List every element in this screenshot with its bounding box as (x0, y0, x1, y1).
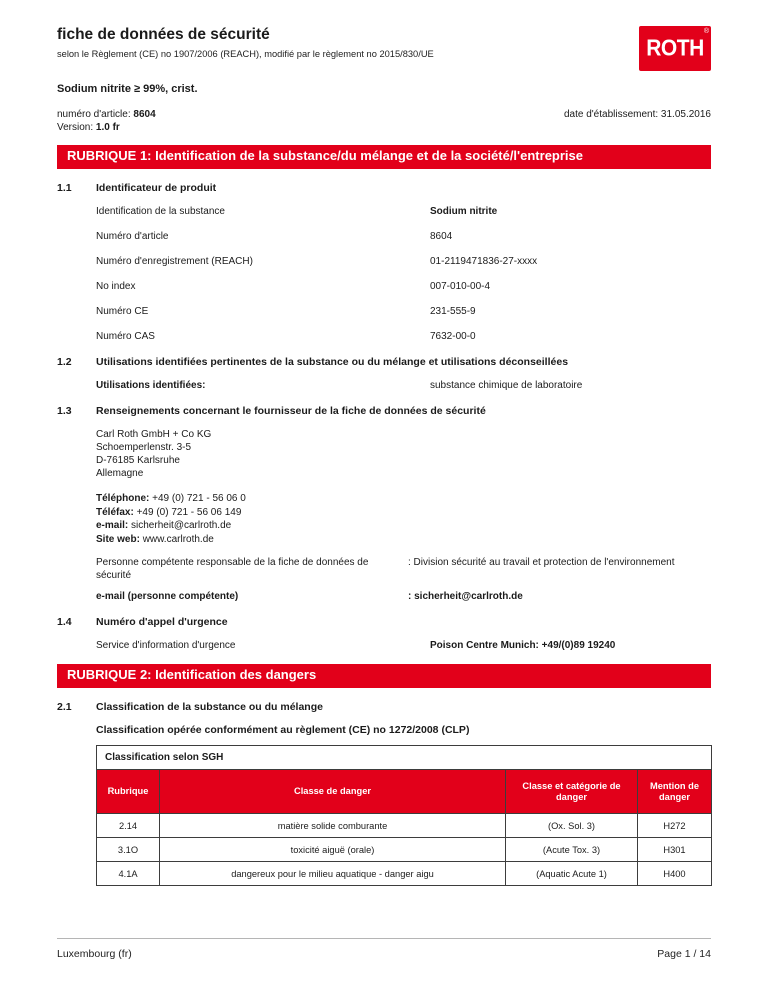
section-title: Utilisations identifiées pertinentes de la substance ou du mélange et utilisations déconseillées (96, 356, 569, 368)
table-header-mention: Mention de danger (638, 770, 712, 814)
classification-table (96, 745, 712, 886)
section-number: 1.4 (57, 616, 72, 628)
rubrique-1-banner (57, 145, 711, 169)
meta-row (57, 108, 711, 134)
table-header-row (97, 770, 712, 814)
field-row (96, 639, 711, 652)
section-1-1-body (96, 205, 711, 343)
rubrique-1-banner-text: RUBRIQUE 1: Identification de la substance/du mélange et de la société/l'entreprise (67, 148, 584, 163)
roth-logo (639, 26, 711, 71)
contact-value: sicherheit@carlroth.de (131, 520, 232, 531)
table-cell: H301 (638, 838, 712, 862)
table-cell: dangereux pour le milieu aquatique - danger aigu (160, 862, 506, 886)
table-cell: (Acute Tox. 3) (506, 838, 638, 862)
field-label: e-mail (personne compétente) (96, 591, 239, 602)
field-row (96, 590, 711, 603)
section-number: 1.3 (57, 405, 72, 417)
footer-page-number: Page 1 / 14 (657, 948, 711, 960)
meta-left (57, 108, 156, 134)
contact-label: Téléphone: (96, 493, 150, 504)
field-row (96, 230, 711, 243)
field-label: No index (96, 281, 136, 292)
field-value: 7632-00-0 (430, 331, 476, 342)
document-header (57, 26, 711, 71)
contact-label: Téléfax: (96, 506, 134, 518)
table-cell: (Ox. Sol. 3) (506, 814, 638, 838)
field-label: Numéro CE (96, 306, 149, 317)
table-cell: (Aquatic Acute 1) (506, 862, 638, 886)
section-title: Identificateur de produit (96, 182, 217, 194)
table-cell: 2.14 (97, 814, 160, 838)
contact-row (96, 492, 711, 506)
field-value: 8604 (430, 231, 453, 242)
table-row (97, 838, 712, 862)
field-value: 231-555-9 (430, 306, 476, 317)
contact-row (96, 506, 711, 520)
field-label: Utilisations identifiées: (96, 380, 206, 391)
registered-trademark-icon: ® (703, 28, 709, 35)
field-row (96, 330, 711, 343)
section-1-2-body (96, 379, 711, 392)
field-label: Numéro CAS (96, 331, 155, 342)
rubrique-2-banner (57, 664, 711, 688)
table-cell: 4.1A (97, 862, 160, 886)
classification-subtitle: Classification opérée conformément au règlement (CE) no 1272/2008 (CLP) (96, 724, 470, 736)
field-row (96, 280, 711, 293)
field-value: : sicherheit@carlroth.de (408, 591, 523, 602)
table-cell: 3.1O (97, 838, 160, 862)
address-line: D-76185 Karlsruhe (96, 455, 180, 466)
table-caption-row (97, 746, 712, 770)
section-1-3-body (96, 428, 711, 603)
section-title: Renseignements concernant le fournisseur de la fiche de données de sécurité (96, 405, 486, 417)
section-1-4-heading (57, 615, 711, 629)
section-title: Classification de la substance ou du mélange (96, 701, 323, 713)
contact-row (96, 519, 711, 533)
section-1-2-heading (57, 355, 711, 369)
table-header-classe-categorie: Classe et catégorie de danger (506, 770, 638, 814)
page-title: fiche de données de sécurité (57, 26, 270, 43)
address-line: Carl Roth GmbH + Co KG (96, 429, 212, 440)
field-value: 007-010-00-4 (430, 281, 491, 292)
contact-row (96, 533, 711, 547)
field-label: Service d'information d'urgence (96, 640, 236, 651)
table-row (97, 862, 712, 886)
field-label: Numéro d'enregistrement (REACH) (96, 256, 253, 267)
field-value: substance chimique de laboratoire (430, 380, 583, 391)
contact-value: www.carlroth.de (142, 533, 214, 545)
section-number: 1.2 (57, 356, 72, 368)
supplier-address (96, 428, 711, 480)
article-number-line (57, 108, 156, 121)
section-2-1-heading (57, 700, 711, 714)
field-row (96, 305, 711, 318)
table-cell: H272 (638, 814, 712, 838)
section-1-3-heading (57, 404, 711, 418)
address-line: Schoemperlenstr. 3-5 (96, 442, 192, 453)
address-line: Allemagne (96, 468, 144, 479)
field-value: : Division sécurité au travail et protection de l'environnement (408, 557, 675, 568)
section-1-4-body (96, 639, 711, 652)
version-label: Version: (57, 122, 94, 133)
contact-label: e-mail: (96, 520, 129, 531)
table-header-rubrique: Rubrique (97, 770, 160, 814)
issue-date: date d'établissement: 31.05.2016 (563, 109, 711, 120)
field-value: 01-2119471836-27-xxxx (430, 256, 538, 267)
roth-logo-text: ROTH (646, 35, 704, 61)
page-footer (57, 948, 711, 960)
article-number-label: numéro d'article: (57, 109, 131, 120)
footer-divider (57, 938, 711, 939)
rubrique-2-banner-text: RUBRIQUE 2: Identification des dangers (67, 667, 317, 682)
table-caption: Classification selon SGH (97, 746, 712, 770)
contact-value: +49 (0) 721 - 56 06 0 (152, 493, 246, 504)
field-row (96, 205, 711, 218)
field-value: Poison Centre Munich: +49/(0)89 19240 (430, 640, 616, 651)
version-line (57, 121, 156, 134)
table-row (97, 814, 712, 838)
footer-locale: Luxembourg (fr) (57, 948, 132, 960)
article-number-value: 8604 (133, 109, 156, 120)
field-row (96, 255, 711, 268)
table-cell: matière solide comburante (160, 814, 506, 838)
field-label: Identification de la substance (96, 206, 225, 217)
table-header-classe-danger: Classe de danger (160, 770, 506, 814)
section-1-1-heading (57, 181, 711, 195)
section-number: 2.1 (57, 701, 72, 713)
field-value: Sodium nitrite (430, 206, 498, 217)
field-label: Numéro d'article (96, 231, 169, 242)
table-cell: toxicité aiguë (orale) (160, 838, 506, 862)
contact-label: Site web: (96, 533, 140, 545)
field-label: Personne compétente responsable de la fiche de données de sécurité (96, 557, 369, 581)
section-2-1-body (96, 724, 711, 886)
title-block (57, 26, 434, 59)
field-row (96, 556, 711, 582)
section-title: Numéro d'appel d'urgence (96, 616, 228, 628)
field-row (96, 379, 711, 392)
product-name: Sodium nitrite ≥ 99%, crist. (57, 83, 198, 95)
version-value: 1.0 fr (95, 122, 120, 133)
supplier-contacts (96, 492, 711, 546)
section-number: 1.1 (57, 182, 72, 194)
regulation-subtitle: selon le Règlement (CE) no 1907/2006 (REACH), modifié par le règlement no 2015/830/UE (57, 49, 434, 59)
table-cell: H400 (638, 862, 712, 886)
contact-value: +49 (0) 721 - 56 06 149 (136, 506, 242, 518)
